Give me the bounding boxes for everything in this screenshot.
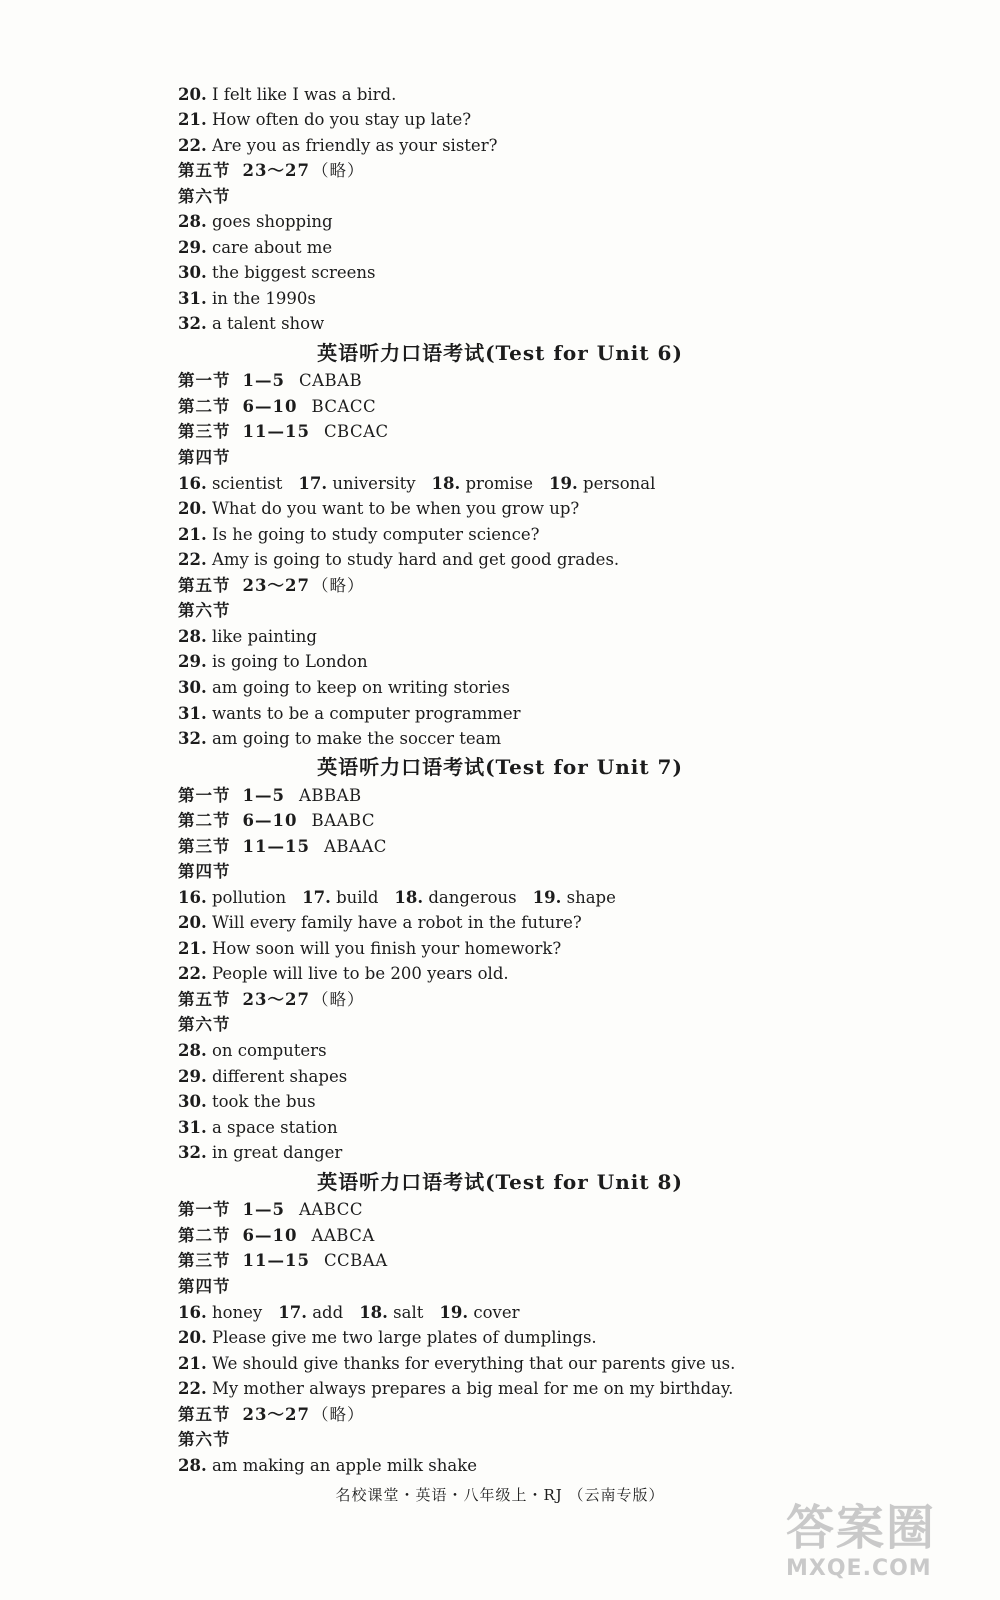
- unit-8-heading: 英语听力口语考试(Test for Unit 8): [317, 1170, 683, 1194]
- answer-line: 20. What do you want to be when you grow up?: [178, 499, 580, 518]
- section-label: 第一节 1—5 CABAB: [178, 371, 363, 390]
- unit-7-heading: 英语听力口语考试(Test for Unit 7): [317, 755, 683, 779]
- answer-line: 20. I felt like I was a bird.: [178, 85, 397, 104]
- answer-line: 28. like painting: [178, 627, 317, 646]
- answer-line: 21. How often do you stay up late?: [178, 110, 472, 129]
- answer-line: 32. in great danger: [178, 1143, 343, 1162]
- section-label: 第一节 1—5 ABBAB: [178, 786, 362, 805]
- answer-line: 31. wants to be a computer programmer: [178, 704, 521, 723]
- answer-line: 32. am going to make the soccer team: [178, 729, 502, 748]
- section-label: 第五节 23～27 （略）: [178, 576, 365, 595]
- watermark-logo: [786, 1500, 976, 1592]
- section-label: 第二节 6—10 AABCA: [178, 1226, 375, 1245]
- answer-line: 30. the biggest screens: [178, 263, 376, 282]
- section-label: 第六节: [178, 601, 231, 620]
- section-label: 第四节: [178, 1277, 231, 1296]
- section-label: 第三节 11—15 ABAAC: [178, 837, 387, 856]
- answer-line: 28. am making an apple milk shake: [178, 1456, 477, 1475]
- answer-line: 31. in the 1990s: [178, 289, 316, 308]
- watermark-url: MXQE.COM: [786, 1556, 932, 1581]
- answer-line: 30. took the bus: [178, 1092, 316, 1111]
- answer-line: 22. People will live to be 200 years old.: [178, 964, 509, 983]
- answer-line: 20. Will every family have a robot in the future?: [178, 913, 582, 932]
- answer-line: 29. different shapes: [178, 1067, 348, 1086]
- section-label: 第五节 23～27 （略）: [178, 1405, 365, 1424]
- section-label: 第五节 23～27 （略）: [178, 161, 365, 180]
- section-label: 第三节 11—15 CCBAA: [178, 1251, 388, 1270]
- answer-line: 22. My mother always prepares a big meal for me on my birthday.: [178, 1379, 734, 1398]
- vocab-line: 16. honey 17. add 18. salt 19. cover: [178, 1303, 520, 1322]
- answer-line: 21. Is he going to study computer science?: [178, 525, 540, 544]
- section-label: 第二节 6—10 BCACC: [178, 397, 377, 416]
- section-label: 第四节: [178, 862, 231, 881]
- section-label: 第六节: [178, 1015, 231, 1034]
- answer-line: 30. am going to keep on writing stories: [178, 678, 510, 697]
- answer-line: 21. We should give thanks for everything that our parents give us.: [178, 1354, 736, 1373]
- section-label: 第六节: [178, 187, 231, 206]
- vocab-line: 16. scientist 17. university 18. promise 19. personal: [178, 474, 656, 493]
- section-label: 第二节 6—10 BAABC: [178, 811, 375, 830]
- section-label: 第四节: [178, 448, 231, 467]
- unit-6-heading: 英语听力口语考试(Test for Unit 6): [317, 341, 683, 365]
- section-label: 第三节 11—15 CBCAC: [178, 422, 389, 441]
- section-label: 第六节: [178, 1430, 231, 1449]
- section-label: 第五节 23～27 （略）: [178, 990, 365, 1009]
- answer-line: 32. a talent show: [178, 314, 325, 333]
- answer-line: 21. How soon will you finish your homework?: [178, 939, 562, 958]
- watermark-text: 答案圈: [786, 1500, 937, 1556]
- answer-line: 28. on computers: [178, 1041, 327, 1060]
- answer-line: 29. is going to London: [178, 652, 368, 671]
- answer-line: 22. Amy is going to study hard and get good grades.: [178, 550, 620, 569]
- answer-line: 22. Are you as friendly as your sister?: [178, 136, 498, 155]
- answer-line: 29. care about me: [178, 238, 333, 257]
- answer-line: 28. goes shopping: [178, 212, 333, 231]
- answer-line: 20. Please give me two large plates of dumplings.: [178, 1328, 597, 1347]
- answer-line: 31. a space station: [178, 1118, 338, 1137]
- page-footer: 名校课堂・英语・八年级上・RJ （云南专版）: [335, 1486, 665, 1504]
- vocab-line: 16. pollution 17. build 18. dangerous 19. shape: [178, 888, 616, 907]
- section-label: 第一节 1—5 AABCC: [178, 1200, 363, 1219]
